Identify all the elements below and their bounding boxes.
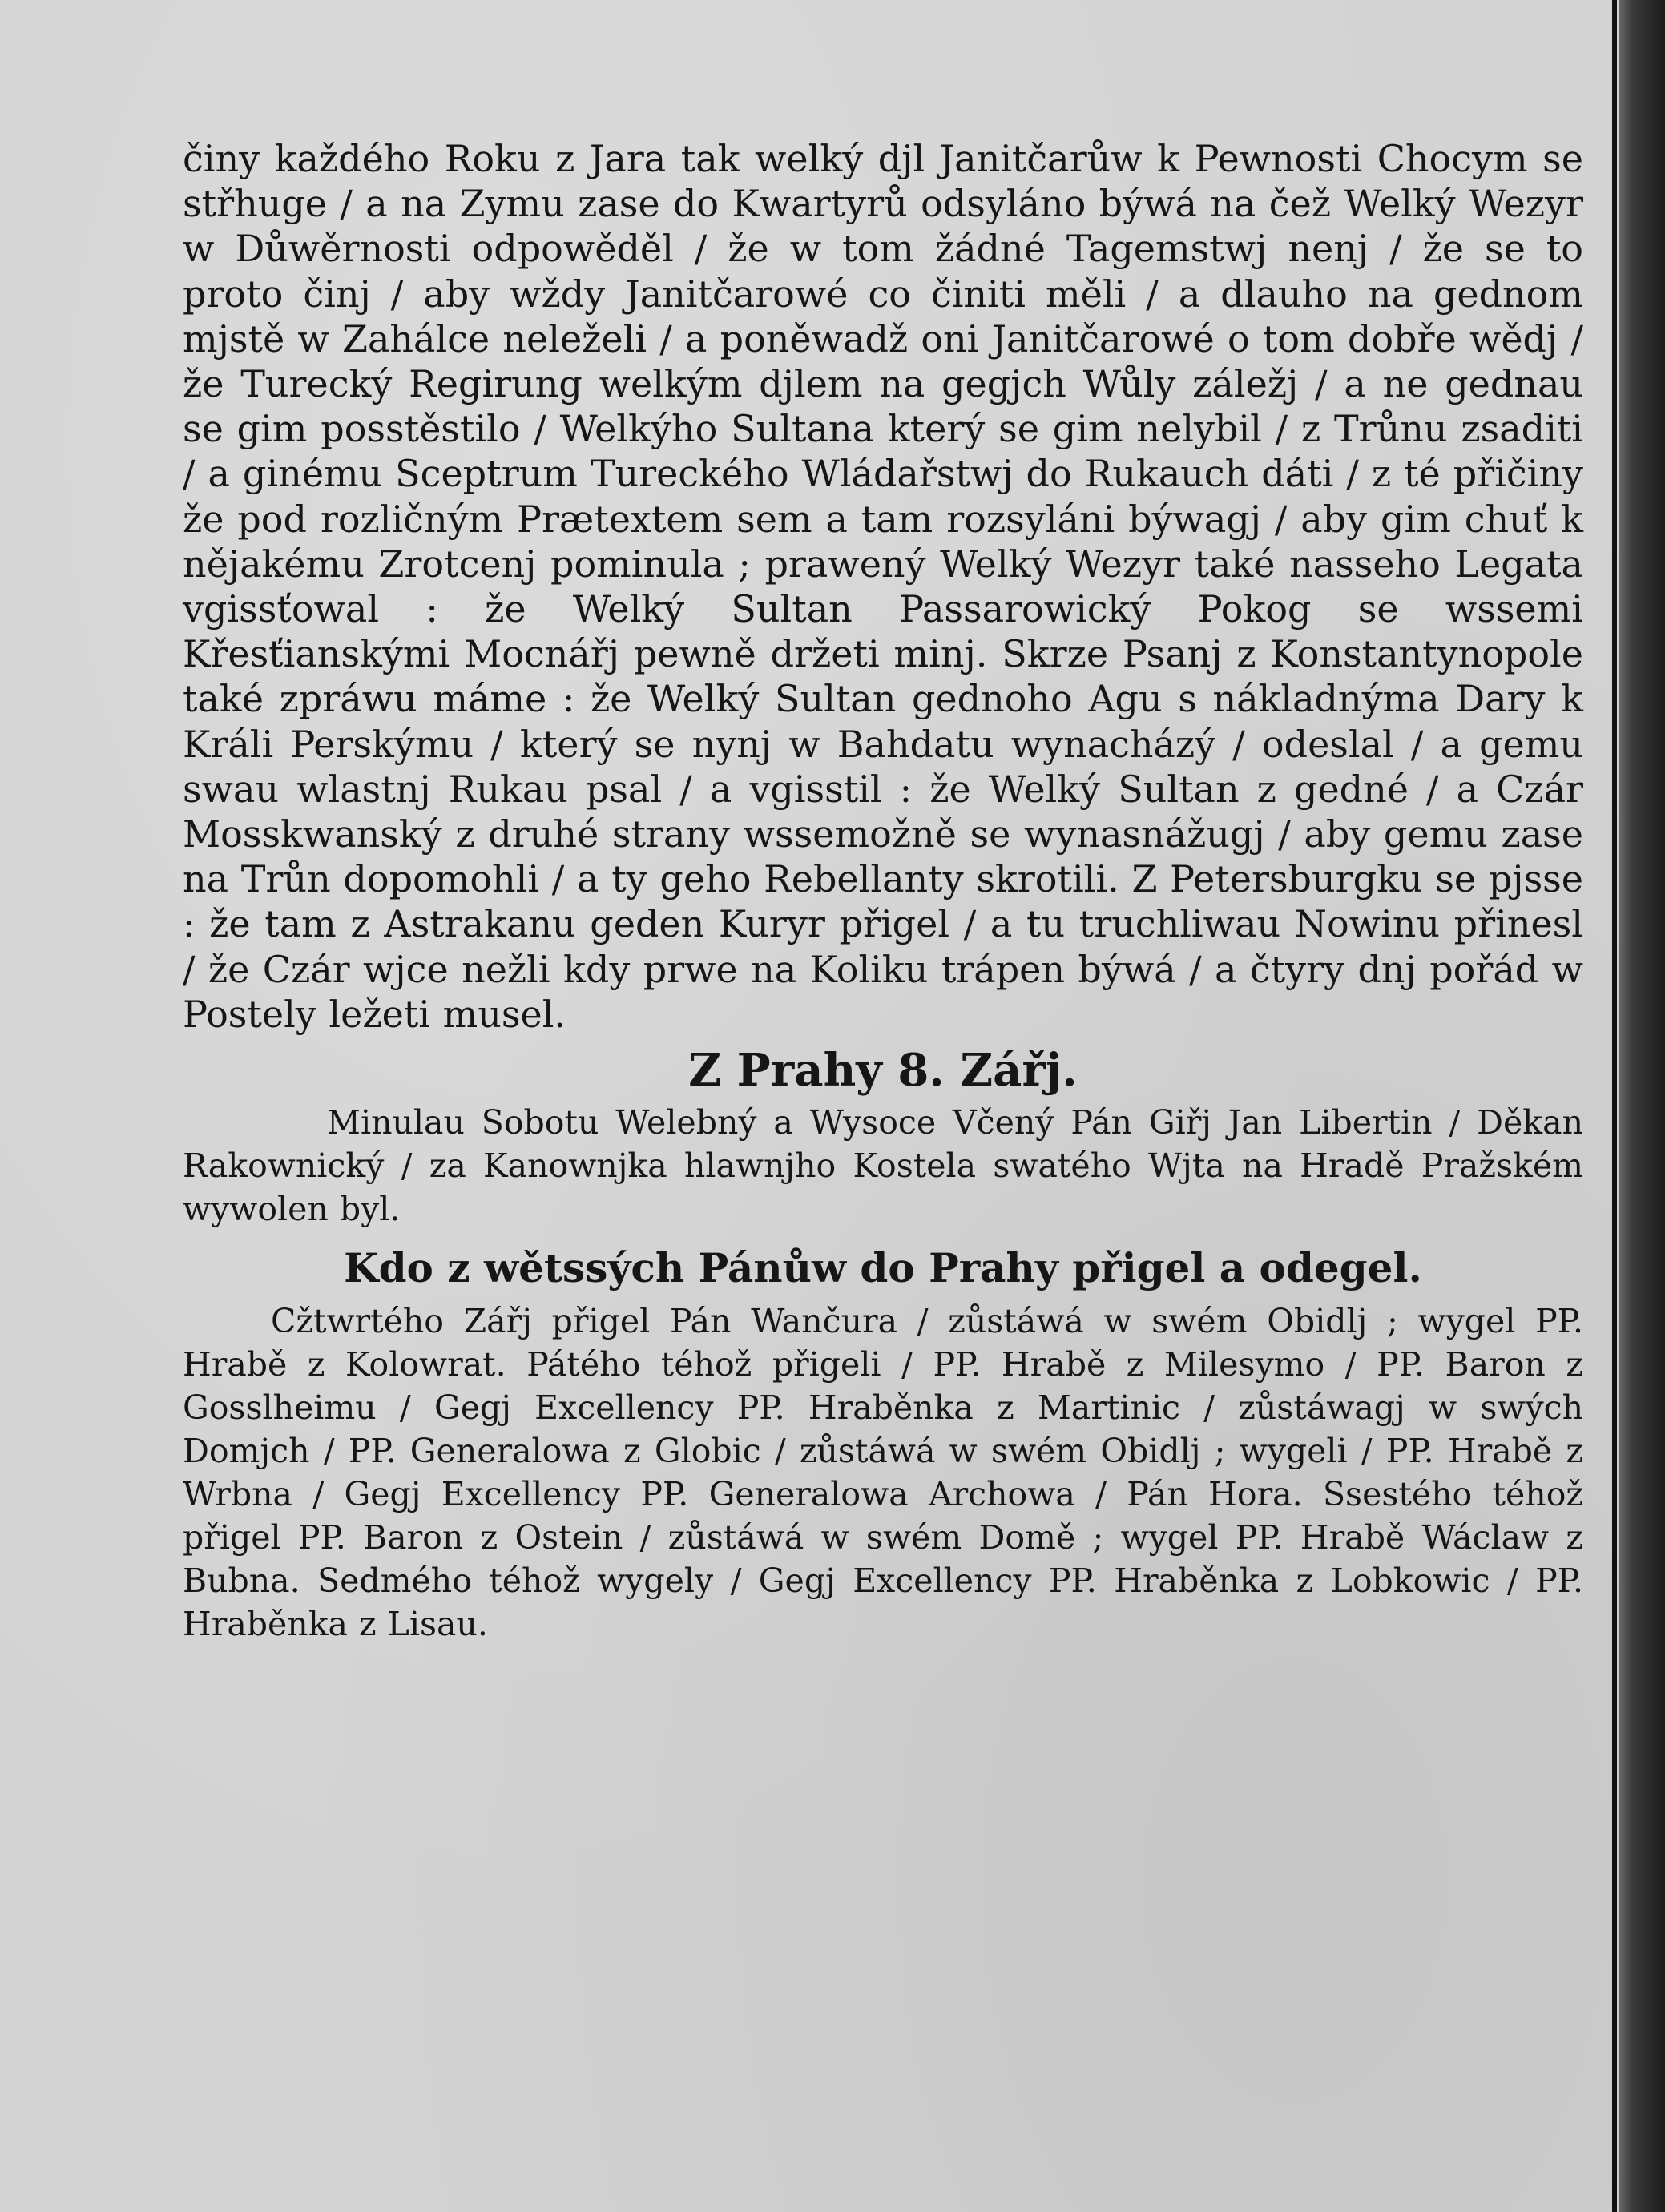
page-edge-line: [1612, 0, 1617, 2212]
news-paragraph-janissaries: činy každého Roku z Jara tak welký djl Janitčarůw k Pewnosti Chocym se střhuge / a na Zymu zase do Kwartyrů odsyláno býwá na čež Welký Wezyr w Důwěrnosti odpowěděl / že w tom žádné Tagemstwj nenj / že se to proto činj / aby wždy Janitčarowé co činiti měli / a dlauho na gednom mjstě w Zahálce neleželi / a poněwadž oni Janitčarowé o tom dobře wědj / že Turecký Regirung welkým djlem na gegjch Wůly záležj / a ne gednau se gim posstěstilo / Welkýho Sultana který se gim nelybil / z Trůnu zsaditi / a ginému Sceptrum Tureckého Wládařstwj do Rukauch dáti / z té přičiny že pod rozličným Prætextem sem a tam rozsyláni býwagj / aby gim chuť k nějakému Zrotcenj pominula ; prawený Welký Wezyr také nasseho Legata vgissťowal : že Welký Sultan Passarowický Pokog se wssemi Křesťianskými Mocnářj pewně držeti minj. Skrze Psanj z Konstantynopole také zpráwu máme : že Welký Sultan gednoho Agu s nákladnýma Dary k Králi Perskýmu / který se nynj w Bahdatu wynacházý / odeslal / a gemu swau wlastnj Rukau psal / a vgisstil : že Welký Sultan z gedné / a Czár Mosskwanský z druhé strany wssemožně se wynasnážugj / aby gemu zase na Trůn dopomohli / a ty geho Rebellanty skrotili. Z Petersburgku se pjsse : že tam z Astrakanu geden Kuryr přigel / a tu truchliwau Nowinu přinesl / že Czár wjce nežli kdy prwe na Koliku trápen býwá / a čtyry dnj pořád w Postely ležeti musel.: [183, 137, 1583, 1036]
section-heading-arrivals: Kdo z wětssých Pánůw do Prahy přigel a odegel.: [344, 1244, 1422, 1292]
news-paragraph-arrivals-departures: Cžtwrtého Zářj přigel Pán Wančura / zůstáwá w swém Obidlj ; wygel PP. Hrabě z Kolowrat. Pátého téhož přigeli / PP. Hrabě z Milesymo / PP. Baron z Gosslheimu / Gegj Excellency PP. Hraběnka z Martinic / zůstáwagj w swých Domjch / PP. Generalowa z Globic / zůstáwá w swém Obidlj ; wygeli / PP. Hrabě z Wrbna / Gegj Excellency PP. Generalowa Archowa / Pán Hora. Ssestého téhož přigel PP. Baron z Ostein / zůstáwá w swém Domě ; wygel PP. Hrabě Wáclaw z Bubna. Sedmého téhož wygely / Gegj Excellency PP. Hraběnka z Lobkowic / PP. Hraběnka z Lisau.: [183, 1302, 1583, 1644]
news-paragraph-dean-election: Minulau Sobotu Welebný a Wysoce Včený Pán Giřj Jan Libertin / Děkan Rakownický / za Kanownjka hlawnjho Kostela swatého Wjta na Hradě Pražském wywolen byl.: [183, 1103, 1583, 1229]
page-edge-shadow: [1619, 0, 1665, 2212]
page-text-block: [183, 136, 1583, 1646]
section-heading-prague: Z Prahy 8. Zářj.: [688, 1044, 1078, 1098]
